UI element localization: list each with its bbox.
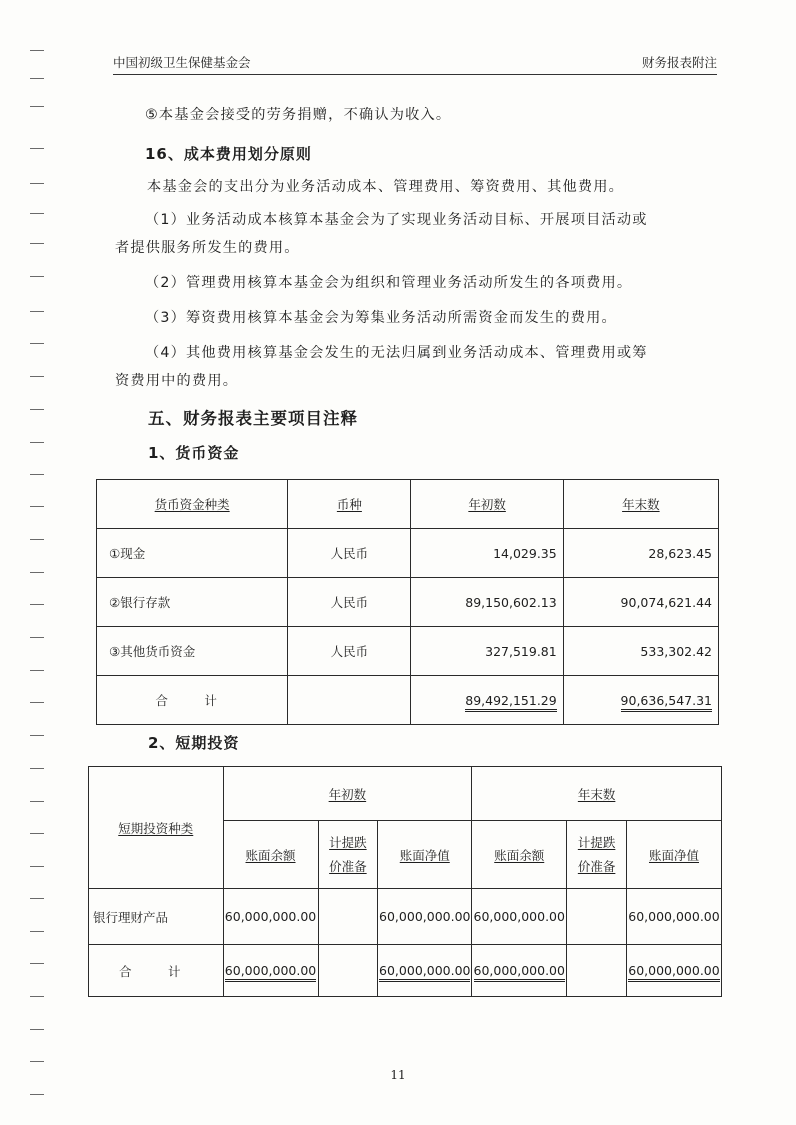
total-label: 合 计 (119, 963, 193, 979)
total-begin-book: 60,000,000.00 (225, 963, 316, 982)
col-net-value: 账面净值 (648, 847, 699, 863)
section-5-heading: 五、财务报表主要项目注释 (148, 409, 358, 428)
end-reserve-cell (567, 889, 627, 945)
paragraph-item-5: ⑤本基金会接受的劳务捐赠，不确认为收入。 (145, 107, 452, 123)
total-begin-net: 60,000,000.00 (379, 963, 470, 982)
cash-table (96, 479, 719, 725)
short-investment-header-row (89, 767, 722, 821)
year-begin-cell: 327,519.81 (411, 627, 563, 676)
table-row (97, 578, 719, 627)
begin-net-cell: 60,000,000.00 (378, 889, 472, 945)
currency-cell: 人民币 (288, 578, 411, 627)
table-row (97, 627, 719, 676)
col-reserve-line2: 价准备 (329, 858, 367, 874)
col-year-begin: 年初数 (468, 497, 506, 512)
binding-margin-marks (30, 0, 44, 1125)
col-cash-type: 货币资金种类 (154, 497, 230, 512)
year-end-cell: 533,302.42 (563, 627, 718, 676)
total-year-end: 90,636,547.31 (621, 693, 712, 712)
year-end-cell: 90,074,621.44 (563, 578, 718, 627)
end-net-cell: 60,000,000.00 (626, 889, 721, 945)
paragraph-item-4b: 资费用中的费用。 (115, 373, 239, 389)
short-investment-total-row (89, 945, 722, 997)
cash-table-header-row (97, 480, 719, 529)
table-row (97, 529, 719, 578)
short-investment-title: 2、短期投资 (148, 734, 240, 752)
year-begin-cell: 14,029.35 (411, 529, 563, 578)
cash-total-row (97, 676, 719, 725)
cash-table-title: 1、货币资金 (148, 444, 240, 462)
header-org-name: 中国初级卫生保健基金会 (113, 55, 251, 70)
currency-cell: 人民币 (288, 529, 411, 578)
table-row (89, 889, 722, 945)
paragraph-item-3: （3）筹资费用核算本基金会为筹集业务活动所需资金而发生的费用。 (145, 310, 617, 326)
total-begin-reserve (318, 945, 378, 997)
col-reserve-line1: 计提跌 (329, 834, 367, 850)
cash-type-cell: ②银行存款 (97, 578, 288, 627)
year-end-cell: 28,623.45 (563, 529, 718, 578)
cash-type-cell: ③其他货币资金 (97, 627, 288, 676)
paragraph-intro: 本基金会的支出分为业务活动成本、管理费用、筹资费用、其他费用。 (147, 179, 625, 195)
investment-type-cell: 银行理财产品 (89, 889, 224, 945)
currency-cell: 人民币 (288, 627, 411, 676)
heading-16: 16、成本费用划分原则 (145, 145, 312, 163)
cash-type-cell: ①现金 (97, 529, 288, 578)
page-header (113, 52, 717, 75)
paragraph-item-2: （2）管理费用核算本基金会为组织和管理业务活动所发生的各项费用。 (145, 275, 633, 291)
col-year-end-group: 年末数 (577, 786, 616, 802)
begin-reserve-cell (318, 889, 378, 945)
short-investment-table (88, 766, 722, 997)
begin-book-cell: 60,000,000.00 (223, 889, 318, 945)
col-reserve-line1: 计提跌 (577, 834, 616, 850)
total-label: 合 计 (155, 693, 229, 708)
total-year-begin: 89,492,151.29 (465, 693, 556, 712)
col-year-begin-group: 年初数 (328, 786, 367, 802)
col-book-balance: 账面余额 (494, 847, 545, 863)
header-doc-title: 财务报表附注 (641, 55, 717, 70)
paragraph-item-1b: 者提供服务所发生的费用。 (115, 240, 300, 256)
total-end-net: 60,000,000.00 (628, 963, 719, 982)
currency-cell (288, 676, 411, 725)
col-reserve-line2: 价准备 (577, 858, 616, 874)
col-currency: 币种 (336, 497, 362, 512)
total-end-book: 60,000,000.00 (474, 963, 565, 982)
end-book-cell: 60,000,000.00 (472, 889, 567, 945)
col-book-balance: 账面余额 (245, 847, 296, 863)
col-year-end: 年末数 (622, 497, 660, 512)
paragraph-item-1a: （1）业务活动成本核算本基金会为了实现业务活动目标、开展项目活动或 (145, 212, 648, 228)
paragraph-item-4a: （4）其他费用核算基金会发生的无法归属到业务活动成本、管理费用或筹 (145, 345, 648, 361)
total-end-reserve (567, 945, 627, 997)
col-investment-type: 短期投资种类 (118, 820, 194, 836)
page-number: 11 (390, 1068, 406, 1082)
year-begin-cell: 89,150,602.13 (411, 578, 563, 627)
col-net-value: 账面净值 (399, 847, 450, 863)
